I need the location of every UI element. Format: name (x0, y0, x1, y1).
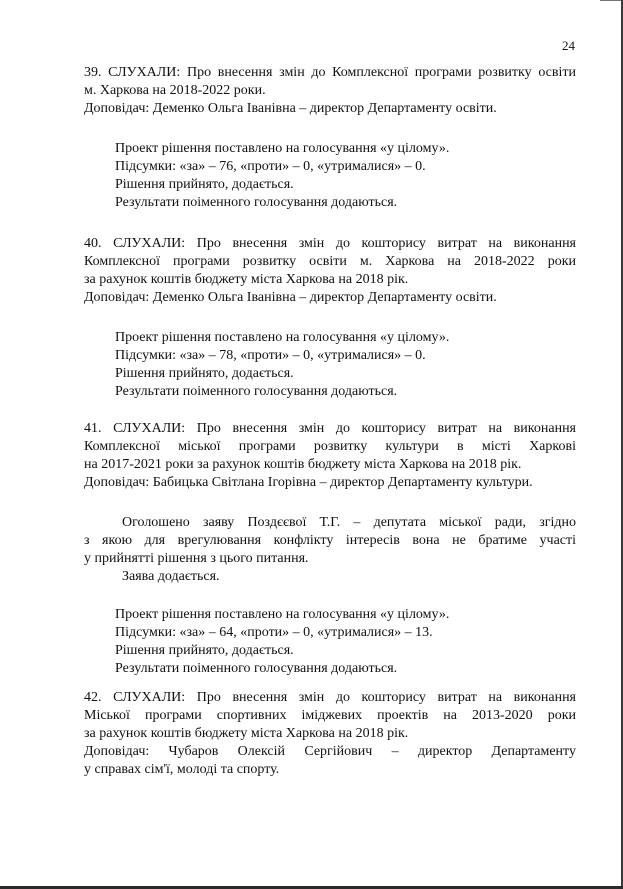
item-heading-line: Комплексної програми розвитку освіти м. Харкова на 2018-2022 роки (84, 254, 576, 269)
item-heading-line: за рахунок коштів бюджету міста Харкова на 2018 рік. (84, 726, 409, 741)
agenda-item-42 (84, 689, 576, 779)
statement-line: з якою для врегулювання конфлікту інтересів вона не братиме участі (84, 533, 576, 548)
roll-call-line: Результати поіменного голосування додаються. (115, 661, 398, 676)
item-heading-line: 40. СЛУХАЛИ: Про внесення змін до кошторису витрат на виконання (84, 236, 576, 251)
vote-line: Проект рішення поставлено на голосування «у цілому». (115, 607, 450, 622)
vote-line: Проект рішення поставлено на голосування «у цілому». (115, 141, 450, 156)
statement-note: Заява додається. (122, 569, 220, 584)
page-number: 24 (562, 38, 575, 53)
agenda-item-41 (84, 420, 576, 678)
item-heading-line: м. Харкова на 2018-2022 роки. (84, 83, 266, 98)
item-speaker: у справах сім'ї, молоді та спорту. (84, 762, 280, 777)
item-heading-line: 41. СЛУХАЛИ: Про внесення змін до кошторису витрат на виконання (84, 421, 576, 436)
item-heading-line: Міської програми спортивних іміджевих проектів на 2013-2020 роки (84, 708, 576, 723)
item-heading-line: за рахунок коштів бюджету міста Харкова на 2018 рік. (84, 272, 409, 287)
vote-results: Підсумки: «за» – 78, «проти» – 0, «утрималися» – 0. (115, 348, 426, 363)
agenda-item-39 (84, 64, 576, 212)
item-speaker: Доповідач: Деменко Ольга Іванівна – директор Департаменту освіти. (84, 101, 497, 116)
statement-line: у прийнятті рішення з цього питання. (84, 551, 309, 566)
decision-line: Рішення прийнято, додається. (115, 177, 294, 192)
agenda-item-40 (84, 235, 576, 401)
item-heading-line: 39. СЛУХАЛИ: Про внесення змін до Комплексної програми розвитку освіти (84, 65, 576, 80)
vote-results: Підсумки: «за» – 76, «проти» – 0, «утрималися» – 0. (115, 159, 426, 174)
item-heading-line: 42. СЛУХАЛИ: Про внесення змін до кошторису витрат на виконання (84, 690, 576, 705)
decision-line: Рішення прийнято, додається. (115, 366, 294, 381)
item-heading-line: Комплексної міської програми розвитку культури в місті Харкові (84, 439, 576, 454)
roll-call-line: Результати поіменного голосування додаються. (115, 195, 398, 210)
statement-line: Оголошено заяву Поздєєвої Т.Г. – депутата міської ради, згідно (122, 515, 576, 530)
roll-call-line: Результати поіменного голосування додаються. (115, 384, 398, 399)
scan-edge-top (600, 0, 623, 1)
item-speaker: Доповідач: Бабицька Світлана Ігорівна – директор Департаменту культури. (84, 475, 533, 490)
vote-line: Проект рішення поставлено на голосування «у цілому». (115, 330, 450, 345)
item-heading-line: на 2017-2021 роки за рахунок коштів бюджету міста Харкова на 2018 рік. (84, 457, 522, 472)
item-speaker: Доповідач: Чубаров Олексій Сергійович – директор Департаменту (84, 744, 576, 759)
item-speaker: Доповідач: Деменко Ольга Іванівна – директор Департаменту освіти. (84, 290, 497, 305)
decision-line: Рішення прийнято, додається. (115, 643, 294, 658)
vote-results: Підсумки: «за» – 64, «проти» – 0, «утрималися» – 13. (115, 625, 433, 640)
